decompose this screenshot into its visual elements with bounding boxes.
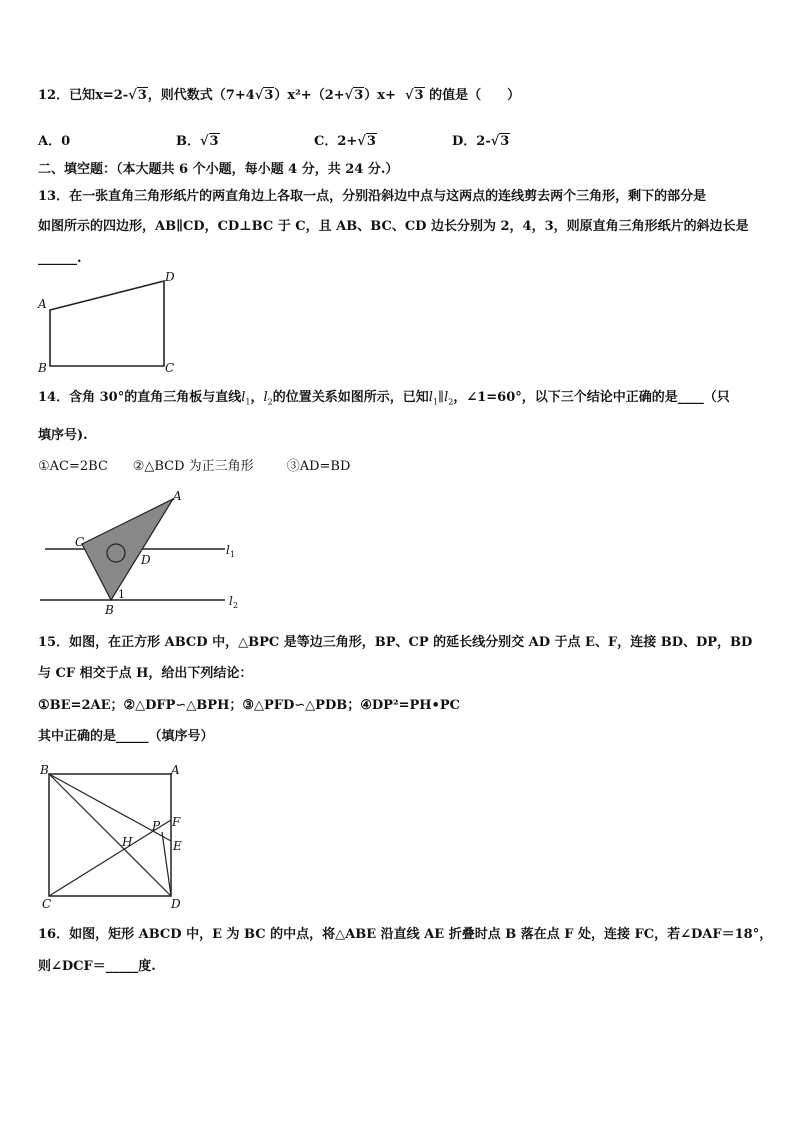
q13-label-c: C (165, 361, 175, 375)
sqrt-3: √3 (128, 88, 147, 103)
svg-text:l: l (229, 594, 233, 608)
svg-text:F: F (172, 815, 181, 829)
q12-option-b: B．√3 (176, 134, 219, 149)
q14-conclusions: ①AC=2BC ②△BCD 为正三角形 ③AD=BD (38, 459, 351, 474)
q15-line1: 15．如图，在正方形 ABCD 中，△BPC 是等边三角形，BP、CP 的延长线分别交 AD 于点 E、F，连接 BD、DP，BD (38, 635, 753, 650)
svg-text:A: A (173, 489, 182, 503)
svg-text:C: C (75, 535, 85, 549)
svg-text:D: D (171, 897, 181, 911)
svg-text:2: 2 (233, 601, 239, 610)
svg-text:C: C (42, 897, 52, 911)
sqrt-3: √3 (254, 88, 274, 103)
q13-label-d: D (165, 270, 175, 284)
q15-line4: 其中正确的是_____（填序号） (38, 729, 214, 744)
q12-stem: 12．已知x=2-√3，则代数式（7+4√3）x²+（2+√3）x+ √3 的值是（ ） (38, 88, 521, 103)
svg-text:P: P (152, 819, 161, 833)
svg-text:B: B (105, 603, 114, 616)
q15-figure (34, 756, 194, 914)
q15-line2: 与 CF 相交于点 H，给出下列结论： (38, 666, 253, 681)
svg-text:A: A (171, 763, 180, 777)
q16-line2: 则∠DCF＝_____度. (38, 959, 156, 974)
q13-figure (30, 268, 190, 378)
q13-line1: 13．在一张直角三角形纸片的两直角边上各取一点，分别沿斜边中点与这两点的连线剪去两个三角形，剩下的部分是 (38, 189, 707, 204)
q12-option-d: D．2-√3 (452, 134, 510, 149)
sqrt-3: √3 (404, 88, 424, 103)
q14-line2: 填序号). (38, 428, 88, 443)
svg-text:H: H (122, 835, 133, 849)
q13-line2: 如图所示的四边形，AB∥CD，CD⊥BC 于 C，且 AB、BC、CD 边长分别为 2，4，3，则原直角三角形纸片的斜边长是 (38, 219, 749, 234)
q13-label-b: B (38, 361, 47, 375)
line-dp (162, 832, 171, 896)
svg-text:B: B (40, 763, 49, 777)
q13-line3: ______. (38, 251, 82, 266)
svg-text:D: D (141, 553, 151, 567)
svg-text:l: l (226, 543, 230, 557)
svg-text:E: E (173, 839, 182, 853)
q16-line1: 16．如图，矩形 ABCD 中，E 为 BC 的中点，将△ABE 沿直线 AE 折叠时点 B 落在点 F 处，连接 FC，若∠DAF＝18°， (38, 927, 773, 942)
q15-line3: ①BE=2AE；②△DFP∽△BPH；③△PFD∽△PDB；④DP²=PH•PC (38, 698, 460, 713)
q12-option-a: A．0 (38, 134, 71, 149)
q12-option-c: C．2+√3 (314, 134, 376, 149)
q13-label-a: A (38, 297, 47, 311)
q14-figure (30, 484, 260, 616)
sqrt-3: √3 (344, 88, 364, 103)
line-bd (49, 774, 171, 896)
q14-line1: 14．含角 30°的直角三角板与直线$l_1$，$l_2$的位置关系如图所示，已知$l_1\parallel l_2$，∠1=60°，以下三个结论中正确的是____（只 (38, 390, 730, 407)
svg-text:1: 1 (118, 588, 125, 601)
q13-quadrilateral (50, 281, 164, 366)
section-title: 二、填空题：（本大题共 6 个小题，每小题 4 分，共 24 分.） (38, 162, 399, 177)
svg-text:1: 1 (230, 550, 236, 559)
